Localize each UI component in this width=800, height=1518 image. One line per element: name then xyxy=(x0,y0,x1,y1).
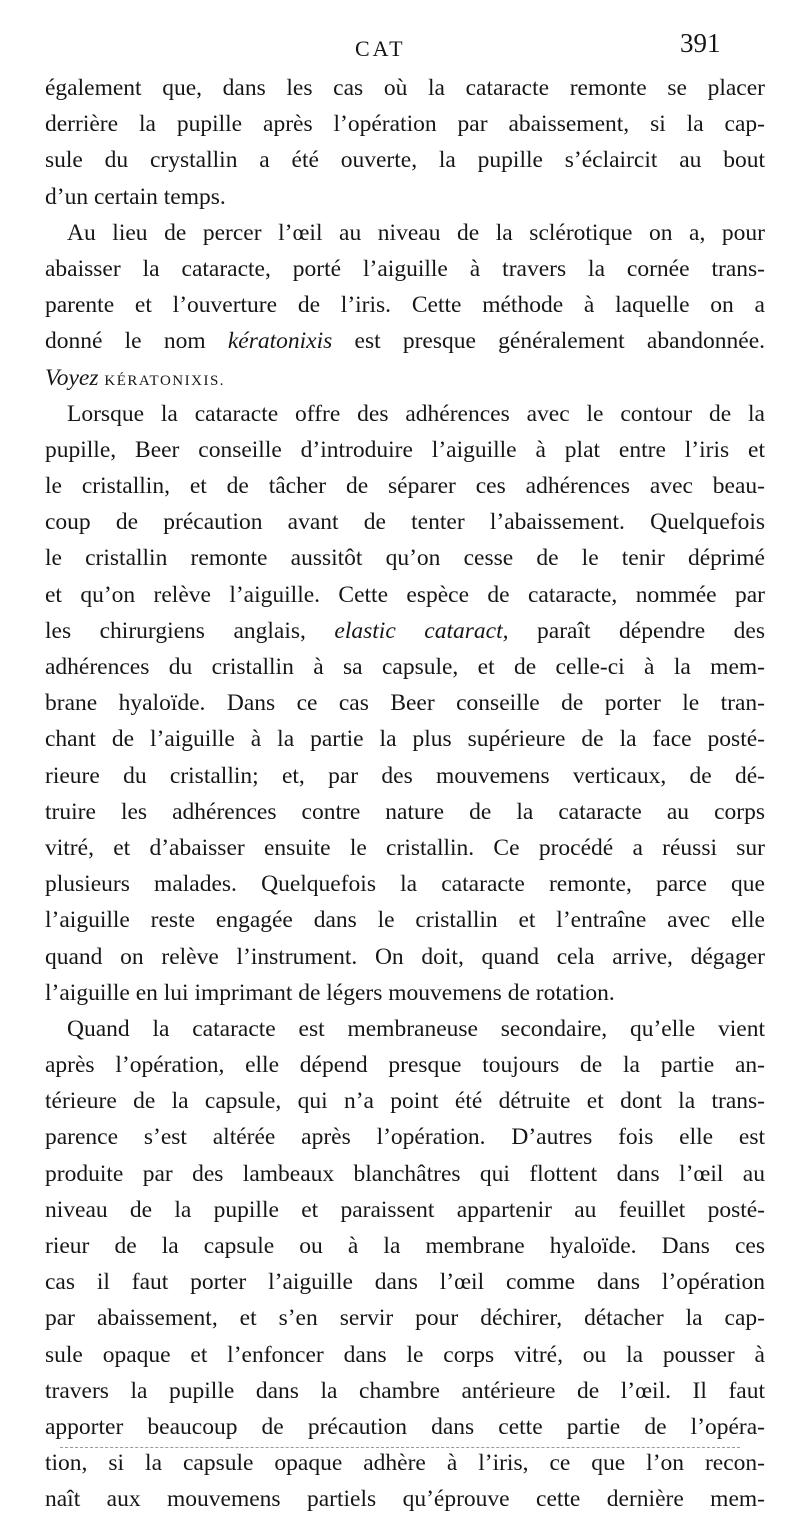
text-line: vitré, et d’abaisser ensuite le cristallin. Ce procédé a réussi sur xyxy=(45,834,765,861)
text-line xyxy=(45,323,765,359)
text-line: coup de précaution avant de tenter l’abaissement. Quelquefois xyxy=(45,509,765,536)
text-line: l’aiguille en lui imprimant de légers mouvemens de rotation. xyxy=(45,979,615,1006)
text-line: rieur de la capsule ou à la membrane hyaloïde. Dans ces xyxy=(45,1233,765,1259)
text-line: et qu’on relève l’aiguille. Cette espèce de cataracte, nommée par xyxy=(45,581,765,608)
text-line: brane hyaloïde. Dans ce cas Beer conseille de porter le tran- xyxy=(45,690,765,717)
text-line: rieure du cristallin; et, par des mouvemens verticaux, de dé- xyxy=(45,762,765,789)
text-line: naît aux mouvemens partiels qu’éprouve cette dernière mem- xyxy=(45,1486,765,1513)
text-line: sule du crystallin a été ouverte, la pupille s’éclaircit au bout xyxy=(45,147,765,174)
text-line: niveau de la pupille et paraissent appartenir au feuillet posté- xyxy=(45,1196,765,1223)
text-line: adhérences du cristallin à sa capsule, et de celle-ci à la mem- xyxy=(45,654,765,680)
text-line: truire les adhérences contre nature de la cataracte au corps xyxy=(45,798,765,825)
text-line: travers la pupille dans la chambre antérieure de l’œil. Il faut xyxy=(45,1377,765,1404)
text-line: derrière la pupille après l’opération par abaissement, si la cap- xyxy=(45,111,765,138)
text-line xyxy=(45,360,765,396)
text-line: quand on relève l’instrument. On doit, quand cela arrive, dégager xyxy=(45,943,765,970)
running-title: CAT xyxy=(355,36,406,61)
text-line: parence s’est altérée après l’opération. D’autres fois elle est xyxy=(45,1124,765,1151)
text-line: apporter beaucoup de précaution dans cette partie de l’opéra- xyxy=(45,1413,765,1440)
text-line: sule opaque et l’enfoncer dans le corps vitré, ou la pousser à xyxy=(45,1341,765,1368)
text-line: après l’opération, elle dépend presque toujours de la partie an- xyxy=(45,1052,765,1079)
text-run: paraît dépendre des xyxy=(537,617,766,644)
text-line: parente et l’ouverture de l’iris. Cette méthode à laquelle on a xyxy=(45,292,765,319)
text-line xyxy=(45,613,765,649)
text-line: produite par des lambeaux blanchâtres qui flottent dans l’œil au xyxy=(45,1160,765,1187)
cross-reference: KÉRATONIXIS. xyxy=(104,372,226,389)
text-line: également que, dans les cas où la cataracte remonte se placer xyxy=(45,75,765,101)
text-line: d’un certain temps. xyxy=(45,183,226,210)
italic-term: Voyez xyxy=(45,364,99,391)
text-line: pupille, Beer conseille d’introduire l’aiguille à plat entre l’iris et xyxy=(45,436,765,463)
text-line: l’aiguille reste engagée dans le cristallin et l’entraîne avec elle xyxy=(45,907,765,934)
text-line: chant de l’aiguille à la partie la plus supérieure de la face posté- xyxy=(45,726,765,753)
text-line: par abaissement, et s’en servir pour déchirer, détacher la cap- xyxy=(45,1305,765,1332)
text-line: Quand la cataracte est membraneuse secondaire, qu’elle vient xyxy=(67,1015,765,1042)
body-text xyxy=(45,70,765,1518)
bottom-rule xyxy=(60,1447,740,1448)
text-run: les chirurgiens anglais, xyxy=(45,617,306,644)
text-line: plusieurs malades. Quelquefois la cataracte remonte, parce que xyxy=(45,871,765,898)
italic-term: elastic cataract, xyxy=(334,617,509,644)
italic-term: kératonixis xyxy=(227,328,333,355)
text-line: térieure de la capsule, qui n’a point été détruite et dont la trans- xyxy=(45,1088,765,1115)
text-line: le cristallin, et de tâcher de séparer ces adhérences avec beau- xyxy=(45,473,765,500)
text-line: tion, si la capsule opaque adhère à l’iris, ce que l’on recon- xyxy=(45,1450,765,1477)
text-line: Au lieu de percer l’œil au niveau de la sclérotique on a, pour xyxy=(67,219,765,246)
text-line: abaisser la cataracte, porté l’aiguille à travers la cornée trans- xyxy=(45,255,765,282)
running-head xyxy=(0,28,800,68)
text-line: cas il faut porter l’aiguille dans l’œil comme dans l’opération xyxy=(45,1269,765,1296)
text-line: le cristallin remonte aussitôt qu’on cesse de le tenir déprimé xyxy=(45,545,765,572)
page-number: 391 xyxy=(680,28,721,58)
text-run: est presque généralement abandonnée. xyxy=(354,328,766,355)
text-line: Lorsque la cataracte offre des adhérences avec le contour de la xyxy=(67,400,765,427)
text-run: donné le nom xyxy=(45,328,206,355)
